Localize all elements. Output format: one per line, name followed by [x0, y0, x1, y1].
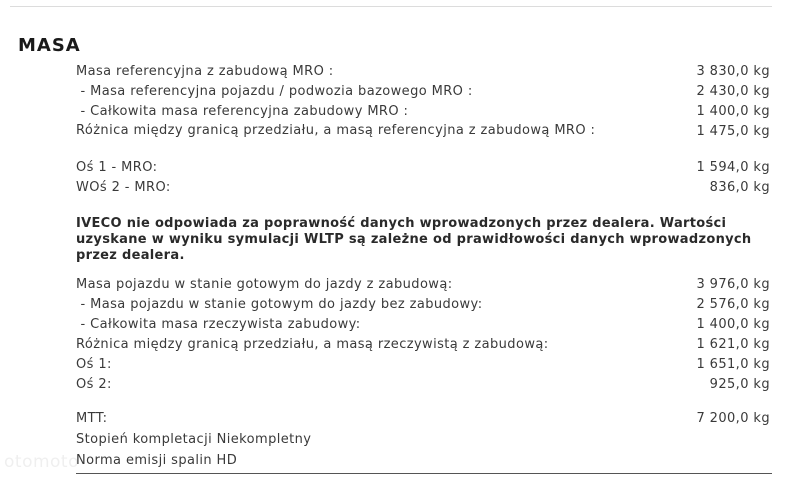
spec-label: Oś 2: [76, 377, 112, 392]
spec-value: 1 400,0 kg [696, 104, 770, 119]
bottom-divider [76, 473, 772, 474]
completion-level: Stopień kompletacji Niekompletny [76, 432, 312, 447]
spec-label: Różnica między granicą przedziału, a masą rzeczywistą z zabudową: [76, 337, 549, 352]
spec-row [76, 335, 770, 355]
spec-label: Różnica między granicą przedziału, a masą referencyjna z zabudową MRO : [76, 123, 596, 138]
spec-row [76, 355, 770, 375]
spec-label: - Całkowita masa rzeczywista zabudowy: [76, 317, 361, 332]
spec-row [76, 178, 770, 198]
mtt-label: MTT: [76, 411, 108, 426]
mtt-value: 7 200,0 kg [696, 411, 770, 426]
emission-standard: Norma emisji spalin HD [76, 453, 238, 468]
spec-label: - Masa pojazdu w stanie gotowym do jazdy bez zabudowy: [76, 297, 483, 312]
spec-label: - Masa referencyjna pojazdu / podwozia bazowego MRO : [76, 84, 473, 99]
section-title: MASA [18, 35, 81, 56]
spec-row [76, 122, 770, 158]
spec-value: 925,0 kg [709, 377, 770, 392]
mtt-row [76, 409, 770, 429]
spec-value: 1 475,0 kg [696, 124, 770, 139]
spec-row [76, 275, 770, 295]
top-divider [10, 6, 772, 7]
mass-specs [76, 62, 770, 471]
spec-value: 3 830,0 kg [696, 64, 770, 79]
spec-row [76, 315, 770, 335]
spec-value: 3 976,0 kg [696, 277, 770, 292]
spec-row [76, 295, 770, 315]
dealer-disclaimer: IVECO nie odpowiada za poprawność danych wprowadzonych przez dealera. Wartości uzyskane w wyniku symulacji WLTP są zależne od prawidłowości danych wprowadzonych przez dealera. [76, 216, 752, 263]
spec-label: Masa referencyjna z zabudową MRO : [76, 64, 334, 79]
spec-value: 1 651,0 kg [696, 357, 770, 372]
spec-label: Oś 1: [76, 357, 112, 372]
spec-row [76, 82, 770, 102]
spec-label: WOś 2 - MRO: [76, 180, 171, 195]
spec-value: 836,0 kg [709, 180, 770, 195]
spec-row [76, 158, 770, 178]
watermark-logo: otomoto [4, 452, 79, 472]
spec-value: 2 430,0 kg [696, 84, 770, 99]
spec-row [76, 102, 770, 122]
spec-value: 1 594,0 kg [696, 160, 770, 175]
spec-value: 2 576,0 kg [696, 297, 770, 312]
spec-label: Masa pojazdu w stanie gotowym do jazdy z zabudową: [76, 277, 453, 292]
spec-label: - Całkowita masa referencyjna zabudowy MRO : [76, 104, 409, 119]
spec-value: 1 400,0 kg [696, 317, 770, 332]
spec-row [76, 62, 770, 82]
spec-label: Oś 1 - MRO: [76, 160, 158, 175]
spec-value: 1 621,0 kg [696, 337, 770, 352]
spec-row [76, 375, 770, 395]
